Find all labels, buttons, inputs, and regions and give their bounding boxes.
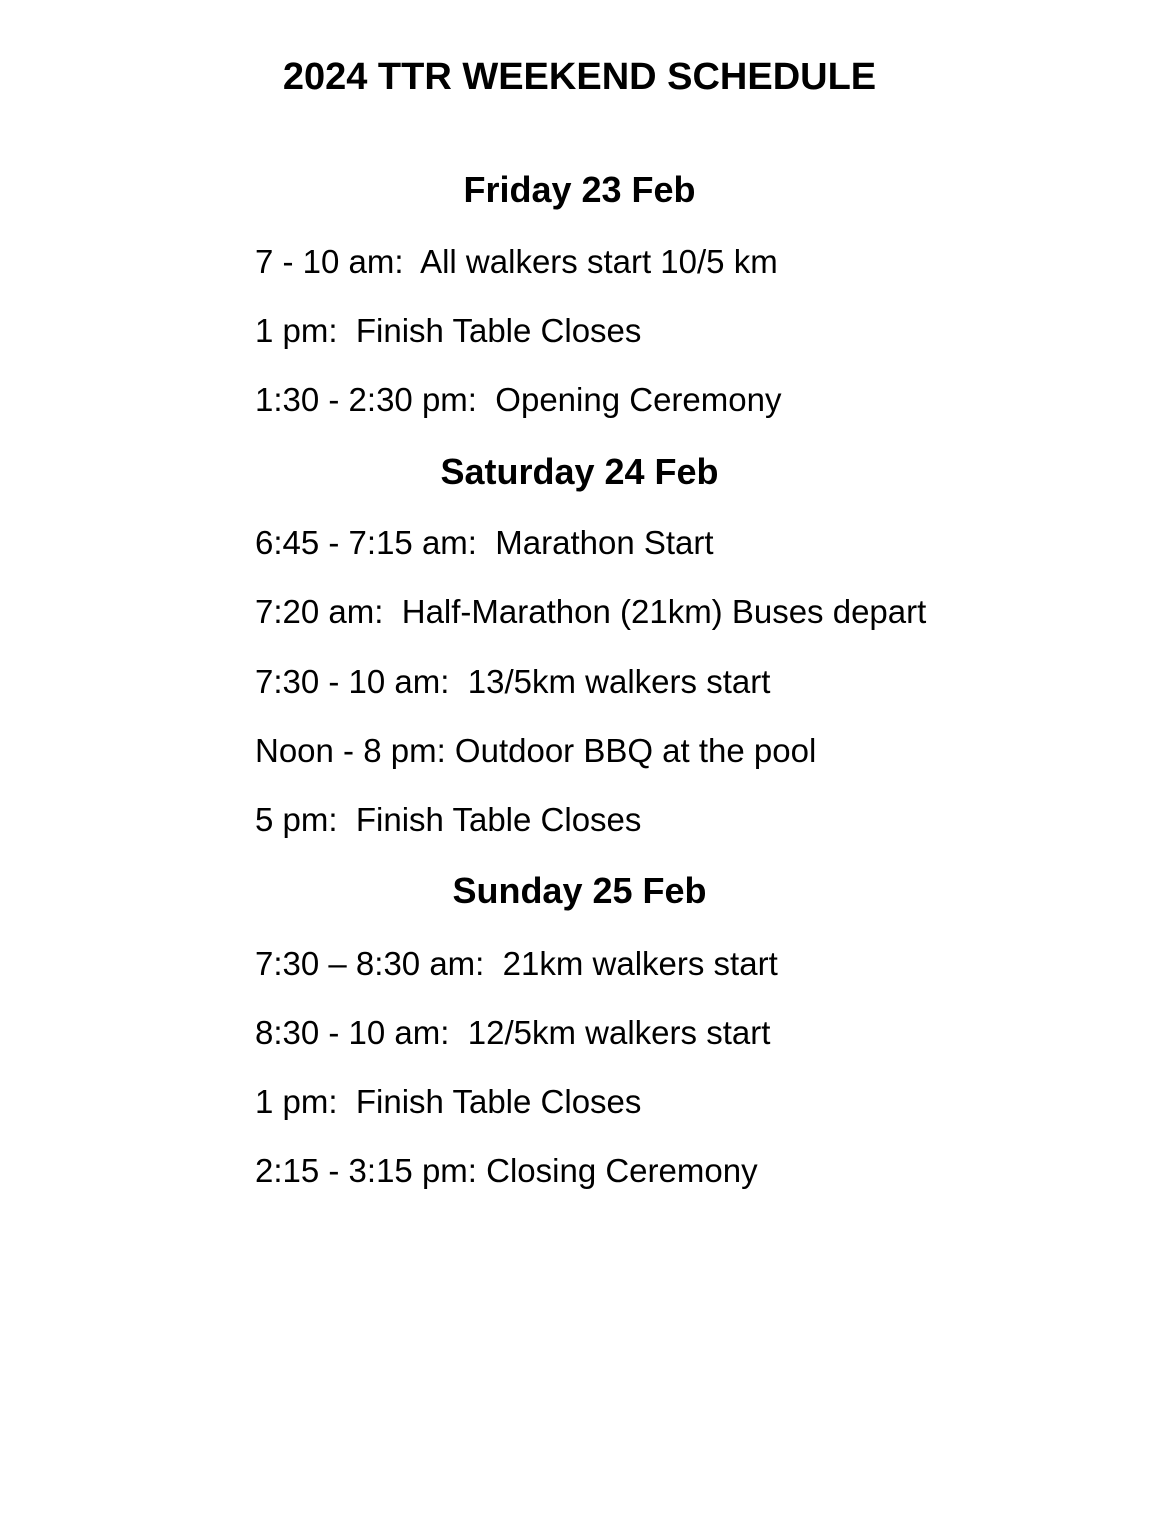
schedule-item: 8:30 - 10 am: 12/5km walkers start <box>255 1014 771 1051</box>
day-heading-saturday: Saturday 24 Feb <box>440 451 719 492</box>
schedule-item: 7:30 – 8:30 am: 21km walkers start <box>255 945 778 982</box>
schedule-item: 5 pm: Finish Table Closes <box>255 801 642 838</box>
schedule-item: 1 pm: Finish Table Closes <box>255 1083 642 1120</box>
schedule-item: Noon - 8 pm: Outdoor BBQ at the pool <box>255 732 817 769</box>
page-title: 2024 TTR WEEKEND SCHEDULE <box>282 56 877 98</box>
schedule-item: 6:45 - 7:15 am: Marathon Start <box>255 524 714 561</box>
schedule-item: 7:30 - 10 am: 13/5km walkers start <box>255 663 771 700</box>
schedule-item: 1 pm: Finish Table Closes <box>255 312 642 349</box>
schedule-item: 2:15 - 3:15 pm: Closing Ceremony <box>255 1152 758 1189</box>
schedule-item: 1:30 - 2:30 pm: Opening Ceremony <box>255 381 782 418</box>
day-heading-sunday: Sunday 25 Feb <box>452 870 707 911</box>
day-heading-friday: Friday 23 Feb <box>463 169 696 210</box>
schedule-item: 7:20 am: Half-Marathon (21km) Buses depart <box>255 593 927 630</box>
schedule-item: 7 - 10 am: All walkers start 10/5 km <box>255 243 778 280</box>
